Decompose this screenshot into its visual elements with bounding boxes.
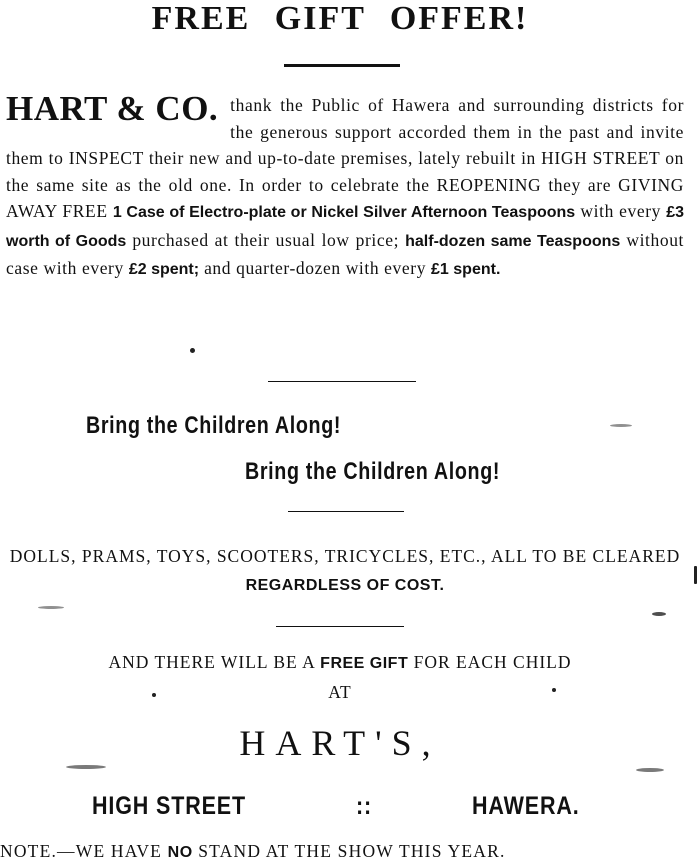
intro-bold-amount: £2 spent; (128, 261, 200, 278)
intro-text: thank the Public of Hawera and surrounding districts for the generous support accorded them in the past and invite them to INSPECT their new and up-to-date premises, lately rebuilt in HIGH STREET on the same site as the old one. In order to celebrate the REOPENING they are GIVING AWAY FREE (6, 95, 684, 221)
print-speck (152, 693, 156, 697)
print-speck (694, 566, 697, 584)
divider-rule (276, 626, 404, 627)
free-gift-text: AND THERE WILL BE A (108, 652, 315, 672)
intro-bold-offer: half-dozen same Teaspoons (405, 232, 621, 250)
footnote-text: STAND AT THE SHOW THIS YEAR. (198, 841, 506, 861)
children-slogan: Bring the Children Along! (86, 412, 342, 439)
footnote-text: NOTE.—WE HAVE (0, 841, 163, 861)
intro-text: and quarter-dozen with every (204, 258, 427, 278)
print-speck (38, 606, 64, 609)
store-name: HART'S, (239, 723, 441, 763)
children-slogan: Bring the Children Along! (245, 458, 501, 485)
footnote (0, 841, 700, 862)
print-speck (636, 768, 664, 772)
divider-rule (288, 511, 404, 512)
free-gift-notice (0, 648, 680, 706)
firm-name: HART & CO. (6, 89, 219, 128)
print-speck (610, 424, 632, 427)
intro-bold-offer: 1 Case of Electro-plate or Nickel Silver Afternoon Teaspoons (112, 204, 576, 221)
footnote-bold: NO (167, 844, 193, 861)
clearance-text: DOLLS, PRAMS, TOYS, SCOOTERS, TRICYCLES, ETC., ALL TO BE CLEARED (9, 546, 681, 566)
store-town: HAWERA. (472, 792, 580, 820)
address-separator: :: (356, 792, 373, 820)
clearance-bold: REGARDLESS OF COST. (245, 577, 445, 594)
intro-text: with every (580, 201, 661, 221)
free-gift-bold: FREE GIFT (320, 655, 409, 672)
print-speck (552, 688, 556, 692)
divider-rule (268, 381, 416, 382)
free-gift-text: FOR EACH CHILD (413, 652, 572, 672)
intro-bold-amount: £3 worth of Goods (6, 204, 684, 250)
clearance-notice (0, 542, 690, 600)
store-street: HIGH STREET (92, 792, 247, 820)
intro-bold-amount: £1 spent. (431, 261, 501, 278)
free-gift-at: AT (328, 682, 352, 702)
divider-rule (284, 64, 400, 67)
print-speck (190, 348, 195, 353)
print-speck (652, 612, 666, 616)
print-speck (66, 765, 106, 769)
headline: FREE GIFT OFFER! (151, 0, 529, 37)
intro-text: purchased at their usual low price; (132, 229, 400, 250)
intro-paragraph (6, 89, 685, 284)
free-gift-line (0, 648, 680, 678)
intro-text: without case with every (6, 229, 685, 278)
